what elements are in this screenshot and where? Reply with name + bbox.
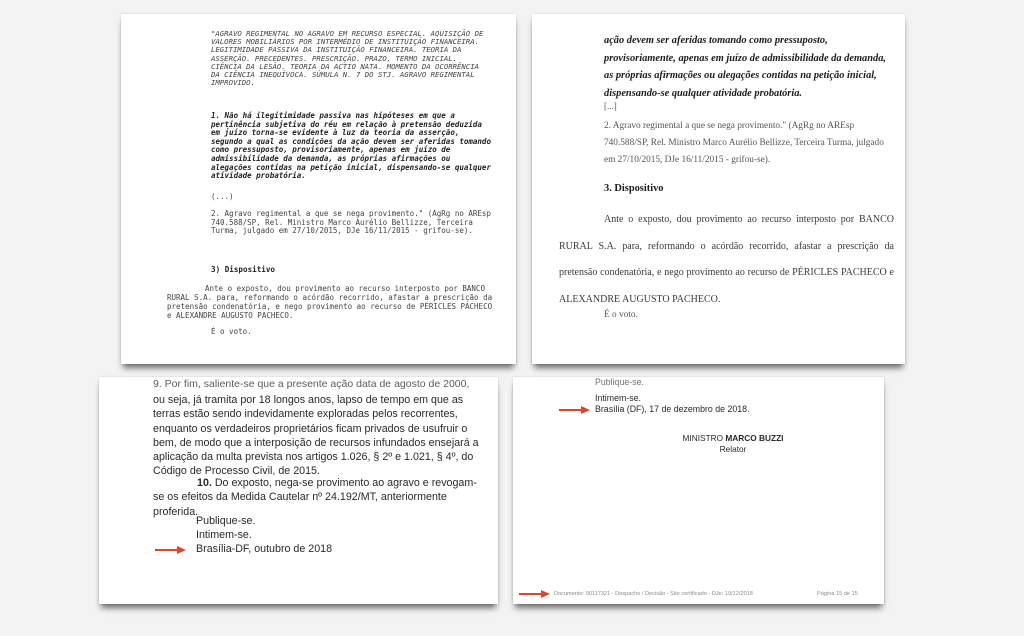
red-arrow-icon (155, 545, 187, 555)
dispositivo-heading: 3) Dispositivo (211, 265, 276, 274)
page-counter: Página 15 de 15 (817, 591, 858, 597)
item-10-text: Do exposto, nega-se provimento ao agravo e revogam-se os efeitos da Medida Cautelar nº 24.192/MT, anteriormente proferida. (153, 477, 477, 518)
closing-text: É o voto. (211, 327, 252, 336)
cut-off-line: 9. Por fim, saliente-se que a presente ação data de agosto de 2000, (153, 378, 470, 390)
intimem-line: Intimem-se. (595, 393, 641, 403)
signature-name: MARCO BUZZI (725, 433, 784, 443)
dispositivo-heading: 3. Dispositivo (604, 183, 664, 194)
red-arrow-icon (559, 405, 591, 415)
document-page-bottom-right (513, 377, 884, 604)
signature-prefix: MINISTRO (682, 433, 724, 443)
item-2-text: 2. Agravo regimental a que se nega provimento." (AgRg no AREsp 740.588/SP, Rel. Ministro Marco Aurélio Bellizze, Terceira Turma, julgado em 27/10/2015, DJe 16/11/2015 - grifou-se). (604, 121, 884, 165)
publique-line: Publique-se. (196, 515, 256, 527)
dispositivo-text: Ante o exposto, dou provimento ao recurso interposto por BANCO RURAL S.A. para, reformando o acórdão recorrido, afastar a prescrição da pretensão condenatória, e nego provimento ao recurso de PÉRICLES PACHECO e ALEXANDRE AUGUSTO PACHECO. (167, 284, 493, 320)
ellipsis: [...] (604, 101, 617, 111)
closing-text: É o voto. (604, 310, 638, 320)
document-page-top-right (532, 14, 905, 364)
document-footer: Documento: 90117321 - Despacho / Decisão - Site certificado - DJe: 19/12/2018 (554, 591, 753, 597)
ellipsis: (...) (211, 192, 234, 201)
date-line: Brasília (DF), 17 de dezembro de 2018. (595, 404, 750, 414)
red-arrow-icon (519, 589, 551, 599)
cut-off-line: Publique-se. (595, 377, 644, 387)
ementa-text: "AGRAVO REGIMENTAL NO AGRAVO EM RECURSO ESPECIAL. AQUISIÇÃO DE VALORES MOBILIÁRIOS POR INTERMÉDIO DE INSTITUIÇÃO FINANCEIRA. LEGITIMIDADE PASSIVA DA INSTITUIÇÃO FINANCEIRA. TEORIA DA ASSERÇÃO. PRECEDENTES. PRESCRIÇÃO. PRAZO. TERMO INICIAL. CIÊNCIA DA LESÃO. TEORIA DA ACTIO NATA. MOMENTO DA OCORRÊNCIA DA CIÊNCIA INEQUÍVOCA. SÚMULA N. 7 DO STJ. AGRAVO REGIMENTAL IMPROVIDO. (211, 29, 484, 88)
document-page-top-left (121, 14, 516, 364)
item-10-paragraph (153, 476, 483, 519)
document-page-bottom-left (99, 377, 498, 604)
signature-role: Relator (719, 444, 747, 454)
bold-italic-quote: ação devem ser aferidas tomando como pressuposto, provisoriamente, apenas em juízo de admissibilidade da demanda, as próprias afirmações ou alegações contidas na petição inicial, dispensando-se qualquer atividade probatória. (604, 35, 886, 99)
item-10-number: 10. (197, 477, 212, 489)
item-1-text: 1. Não há ilegitimidade passiva nas hipóteses em que a pertinência subjetiva do réu em relação à pretensão deduzida em juízo torna-se evidente à luz da teoria da asserção, segundo a qual as condições da ação devem ser aferidas tomando como pressuposto, provisoriamente, apenas em juízo de admissibilidade da demanda, as próprias afirmações ou alegações contidas na petição inicial, dispensando-se qualquer atividade probatória. (211, 111, 491, 181)
signature-line (633, 433, 833, 443)
date-line: Brasília-DF, outubro de 2018 (196, 543, 333, 555)
dispositivo-text: Ante o exposto, dou provimento ao recurso interposto por BANCO RURAL S.A. para, reformando o acórdão recorrido, afastar a prescrição da pretensão condenatória, e nego provimento ao recurso de PÉRICLES PACHECO e ALEXANDRE AUGUSTO PACHECO. (559, 214, 894, 305)
item-2-text: 2. Agravo regimental a que se nega provimento." (AgRg no AREsp 740.588/SP, Rel. Ministro Marco Aurélio Bellizze, Terceira Turma, julgado em 27/10/2015, DJe 16/11/2015 - grifou-se). (211, 209, 491, 236)
paragraph-text: ou seja, já tramita por 18 longos anos, lapso de tempo em que as terras estão sendo indevidamente exploradas pelos recorrentes, enquanto os verdadeiros proprietários ficam privados de usufruir o bem, de modo que a interposição de recursos infundados ensejará a aplicação da multa prevista nos artigos 1.026, § 2º e 1.021, § 4º, do Código de Processo Civil, de 2015. (153, 394, 479, 478)
intimem-line: Intimem-se. (196, 529, 252, 541)
